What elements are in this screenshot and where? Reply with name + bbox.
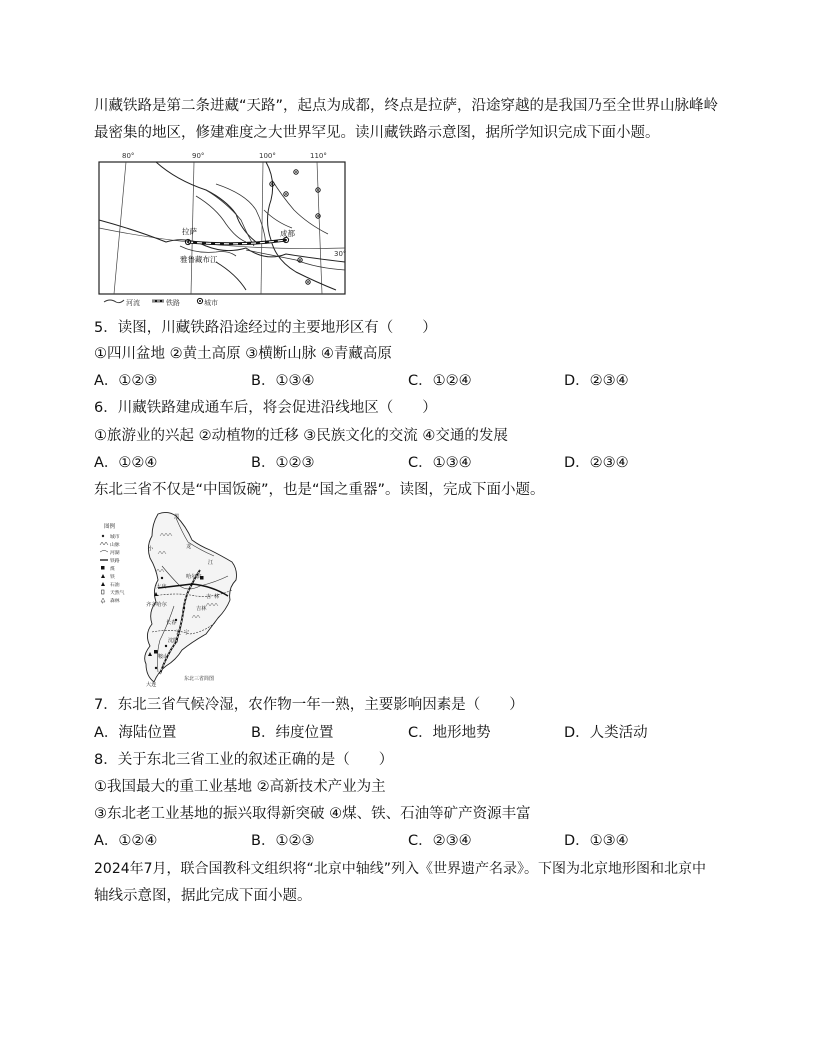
label-harbin: 哈尔滨 bbox=[186, 574, 202, 580]
lon-label-110: 110° bbox=[310, 152, 327, 160]
legend-iron-icon bbox=[101, 574, 105, 578]
map-legend bbox=[104, 298, 218, 307]
legend-mountain-icon bbox=[100, 542, 108, 545]
q5-option-a[interactable]: A．①②③ bbox=[94, 373, 158, 389]
intro3-line1: 2024年7月，联合国教科文组织将“北京中轴线”列入《世界遗产名录》。下图为北京地形图和北京中 bbox=[94, 861, 707, 877]
city-label-lhasa: 拉萨 bbox=[182, 227, 197, 236]
q5-stem: 5．读图，川藏铁路沿途经过的主要地形区有（ ） bbox=[94, 320, 437, 336]
northeast-china-map bbox=[96, 506, 248, 690]
q7-option-a[interactable]: A．海陆位置 bbox=[94, 725, 177, 741]
legend-item-city: 城市 bbox=[110, 535, 120, 540]
river-label-yarlung: 雅鲁藏布江 bbox=[180, 255, 218, 264]
q7-option-b[interactable]: B．纬度位置 bbox=[251, 725, 334, 741]
label-jiang: 江 bbox=[208, 560, 214, 566]
label-dalian: 大连 bbox=[146, 682, 157, 688]
label-hei: 黑 bbox=[174, 514, 180, 520]
legend-coal-icon bbox=[101, 566, 105, 570]
legend-item-forest: 森林 bbox=[110, 599, 120, 604]
q8-stem: 8．关于东北三省工业的叙述正确的是（ ） bbox=[94, 752, 394, 768]
legend-item-iron: 铁 bbox=[110, 575, 115, 580]
q6-option-c[interactable]: C．①③④ bbox=[408, 455, 472, 471]
legend-item-coal: 煤 bbox=[110, 567, 115, 572]
q5-items: ①四川盆地 ②黄土高原 ③横断山脉 ④青藏高原 bbox=[94, 346, 392, 362]
legend-item-gas: 天然气 bbox=[110, 591, 125, 596]
q7-option-d[interactable]: D．人类活动 bbox=[564, 725, 648, 741]
intro3-line2: 轴线示意图，据此完成下面小题。 bbox=[94, 888, 312, 904]
label-ning: 宁 bbox=[184, 630, 190, 636]
map2-legend bbox=[100, 522, 125, 604]
legend-forest-icon bbox=[101, 598, 105, 604]
q5-option-c[interactable]: C．①②④ bbox=[408, 373, 472, 389]
label-lin: 林 bbox=[214, 594, 220, 600]
label-xiao: 小 bbox=[148, 546, 154, 552]
intro1-line1: 川藏铁路是第二条进藏“天路”，起点为成都，终点是拉萨，沿途穿越的是我国乃至全世界山脉峰岭 bbox=[94, 98, 719, 114]
city-label-chengdu: 成都 bbox=[280, 229, 295, 238]
intro1-line2: 最密集的地区，修建难度之大世界罕见。读川藏铁路示意图，据所学知识完成下面小题。 bbox=[94, 125, 660, 141]
legend-river-icon bbox=[100, 551, 108, 553]
map-frame bbox=[99, 162, 345, 294]
q6-option-d[interactable]: D．②③④ bbox=[564, 455, 629, 471]
q7-option-c[interactable]: C．地形地势 bbox=[408, 725, 491, 741]
legend-item-river: 河湖 bbox=[110, 551, 120, 556]
lon-label-100: 100° bbox=[259, 152, 276, 160]
legend-oil-icon bbox=[101, 582, 105, 586]
q7-stem: 7．东北三省气候冷湿，农作物一年一熟，主要影响因素是（ ） bbox=[94, 697, 524, 713]
label-liao: 辽 bbox=[176, 630, 182, 636]
intro2-line1: 东北三省不仅是“中国饭碗”，也是“国之重器”。读图，完成下面小题。 bbox=[94, 482, 545, 498]
label-ji: 吉 bbox=[206, 594, 212, 600]
q8-items-line1: ①我国最大的重工业基地 ②高新技术产业为主 bbox=[94, 779, 386, 795]
legend-gas-icon bbox=[102, 590, 105, 594]
lat-label-30: 30° bbox=[334, 250, 347, 258]
label-shenyang: 沈阳 bbox=[168, 638, 179, 644]
q6-option-a[interactable]: A．①②④ bbox=[94, 455, 158, 471]
label-qiqihar: 齐齐哈尔 bbox=[146, 602, 167, 608]
river-legend-icon bbox=[104, 300, 124, 303]
q8-option-c[interactable]: C．②③④ bbox=[408, 833, 472, 849]
label-anshan: 鞍山 bbox=[158, 654, 169, 660]
q5-option-b[interactable]: B．①③④ bbox=[251, 373, 315, 389]
legend-item-mountain: 山脉 bbox=[110, 543, 120, 548]
map2-caption: 东北三省简图 bbox=[184, 676, 215, 682]
legend-city-icon bbox=[102, 535, 104, 537]
q8-option-a[interactable]: A．①②④ bbox=[94, 833, 158, 849]
lon-label-80: 80° bbox=[122, 152, 135, 160]
q6-option-b[interactable]: B．①②③ bbox=[251, 455, 315, 471]
label-daqing: 大庆 bbox=[156, 584, 167, 590]
q8-items-line2: ③东北老工业基地的振兴取得新突破 ④煤、铁、石油等矿产资源丰富 bbox=[94, 806, 531, 822]
label-jilin: 吉林 bbox=[196, 606, 207, 612]
q5-option-d[interactable]: D．②③④ bbox=[564, 373, 629, 389]
q8-option-d[interactable]: D．①③④ bbox=[564, 833, 629, 849]
q6-stem: 6．川藏铁路建成通车后，将会促进沿线地区（ ） bbox=[94, 400, 437, 416]
lon-label-90: 90° bbox=[192, 152, 205, 160]
q8-option-b[interactable]: B．①②③ bbox=[251, 833, 315, 849]
label-long: 龙 bbox=[186, 544, 192, 550]
legend-rail-label: 铁路 bbox=[166, 299, 180, 307]
sichuan-tibet-railway-map bbox=[96, 150, 352, 310]
q6-items: ①旅游业的兴起 ②动植物的迁移 ③民族文化的交流 ④交通的发展 bbox=[94, 428, 508, 444]
legend-river-label: 河流 bbox=[126, 299, 140, 307]
legend-item-rail: 铁路 bbox=[110, 559, 120, 564]
legend-item-oil: 石油 bbox=[110, 583, 120, 588]
legend-city-label: 城市 bbox=[204, 299, 218, 307]
label-changchun: 长春 bbox=[166, 620, 177, 626]
legend-title: 图例 bbox=[104, 524, 116, 530]
